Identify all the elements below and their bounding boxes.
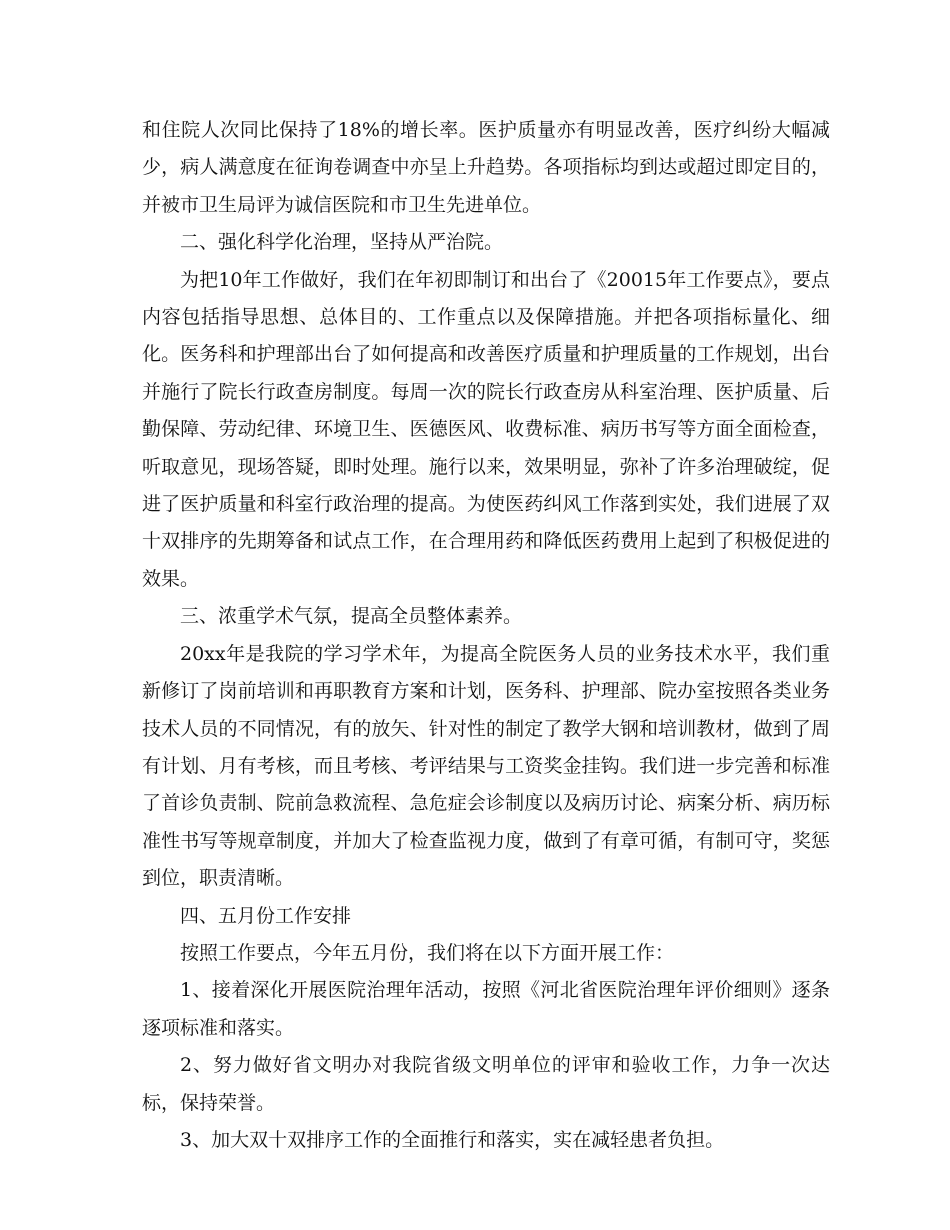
paragraph-plan-intro: 按照工作要点，今年五月份，我们将在以下方面开展工作： (180, 941, 675, 964)
document-body (142, 112, 830, 1159)
list-item-2: 2、努力做好省文明办对我院省级文明单位的评审和验收工作，力争一次达标，保持荣誉。 (142, 1054, 830, 1114)
section-heading-4: 四、五月份工作安排 (180, 904, 352, 927)
paragraph-management: 为把10年工作做好，我们在年初即制订和出台了《20015年工作要点》，要点内容包括指导思想、总体目的、工作重点以及保障措施。并把各项指标量化、细化。医务科和护理部出台了如何提高和改善医疗质量和护理质量的工作规划，出台并施行了院长行政查房制度。每周一次的院长行政查房从科室治理、医护质量、后勤保障、劳动纪律、环境卫生、医德医风、收费标准、病历书写等方面全面检查，听取意见，现场答疑，即时处理。施行以来，效果明显，弥补了许多治理破绽，促进了医护质量和科室行政治理的提高。为使医药纠风工作落到实处，我们进展了双十双排序的先期筹备和试点工作，在合理用药和降低医药费用上起到了积极促进的效果。 (142, 268, 830, 590)
list-item-3: 3、加大双十双排序工作的全面推行和落实，实在减轻患者负担。 (180, 1128, 725, 1151)
section-heading-2: 二、强化科学化治理，坚持从严治院。 (180, 231, 504, 254)
paragraph-academic: 20xx年是我院的学习学术年，为提高全院医务人员的业务技术水平，我们重新修订了岗前培训和再职教育方案和计划，医务科、护理部、院办室按照各类业务技术人员的不同情况，有的放矢、针对性的制定了教学大钢和培训教材，做到了周有计划、月有考核，而且考核、考评结果与工资奖金挂钩。我们进一步完善和标准了首诊负责制、院前急救流程、急危症会诊制度以及病历讨论、病案分析、病历标准性书写等规章制度，并加大了检查监视力度，做到了有章可循，有制可守，奖惩到位，职责清晰。 (142, 642, 830, 890)
list-item-1: 1、接着深化开展医院治理年活动，按照《河北省医院治理年评价细则》逐条逐项标准和落实。 (142, 979, 830, 1039)
paragraph-continuation: 和住院人次同比保持了18%的增长率。医护质量亦有明显改善，医疗纠纷大幅减少，病人满意度在征询卷调查中亦呈上升趋势。各项指标均到达或超过即定目的，并被市卫生局评为诚信医院和市卫生先进单位。 (142, 119, 830, 216)
section-heading-3: 三、浓重学术气氛，提高全员整体素养。 (180, 605, 523, 628)
